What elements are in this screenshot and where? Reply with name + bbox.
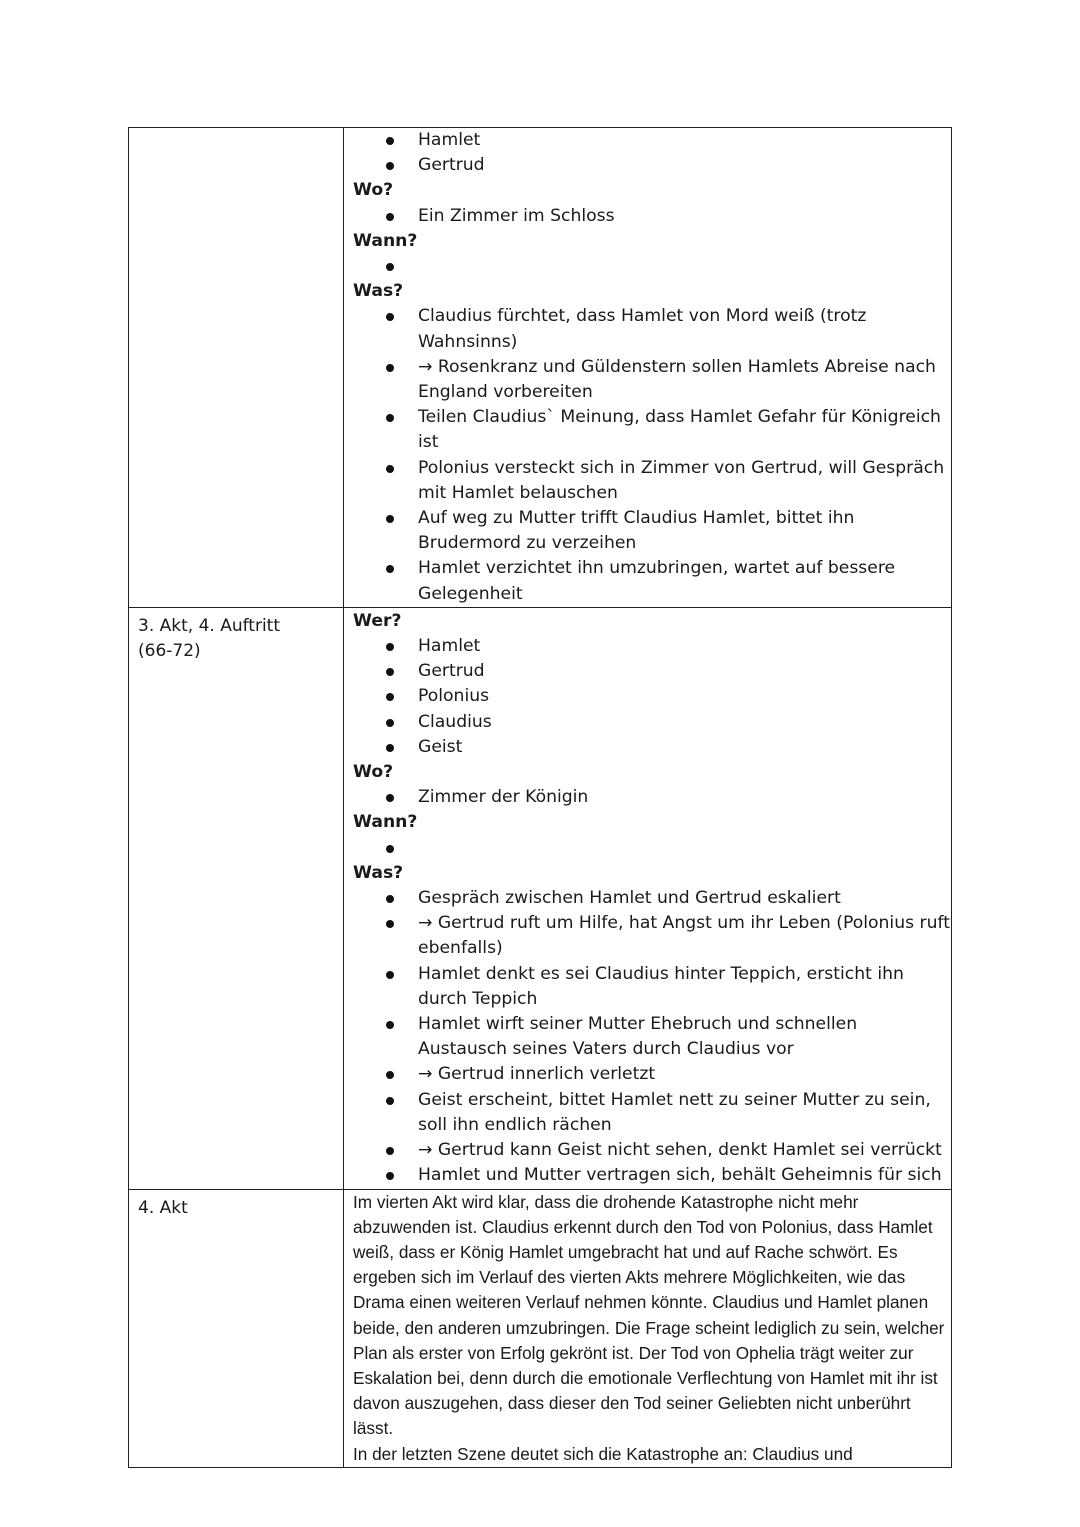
list-item: Gertrud	[353, 659, 951, 684]
summary-table	[128, 127, 952, 1468]
list-item: Claudius fürchtet, dass Hamlet von Mord weiß (trotz Wahnsinns)	[353, 304, 951, 354]
list-item: Polonius	[353, 684, 951, 709]
list-item: Hamlet	[353, 128, 951, 153]
summary-paragraph: Im vierten Akt wird klar, dass die drohende Katastrophe nicht mehr abzuwenden ist. Claudius erkennt durch den Tod von Polonius, dass Hamlet weiß, dass er König Hamlet umgebracht hat und auf Rache schwört. Es ergeben sich im Verlauf des vierten Akts mehrere Möglichkeiten, wie das Drama einen weiteren Verlauf nehmen könnte. Claudius und Hamlet planen beide, den anderen umzubringen. Die Frage scheint lediglich zu sein, welcher Plan als erster von Erfolg gekrönt ist. Der Tod von Ophelia trägt weiter zur Eskalation bei, denn durch die emotionale Verflechtung von Hamlet mit ihr ist davon auszugehen, dass dieser den Tod seiner Geliebten nicht unberührt lässt.	[353, 1191, 945, 1439]
list-item: → Gertrud kann Geist nicht sehen, denkt Hamlet sei verrückt	[353, 1138, 951, 1163]
row-label-cell	[129, 607, 344, 1189]
table-row	[129, 607, 952, 1189]
wo-list	[353, 785, 951, 810]
list-item: Geist	[353, 735, 951, 760]
list-item: Gertrud	[353, 153, 951, 178]
page-range-label: (66-72)	[138, 640, 201, 661]
summary-paragraph-continued: In der letzten Szene deutet sich die Katastrophe an: Claudius und	[353, 1443, 853, 1464]
row-content-cell	[344, 128, 952, 608]
wer-heading: Wer?	[353, 610, 402, 631]
list-item: → Gertrud ruft um Hilfe, hat Angst um ihr Leben (Polonius ruft ebenfalls)	[353, 911, 951, 961]
wer-list	[353, 128, 951, 178]
list-item: → Rosenkranz und Güldenstern sollen Hamlets Abreise nach England vorbereiten	[353, 355, 951, 405]
row-content-cell	[344, 607, 952, 1189]
table-row	[129, 1189, 952, 1467]
was-list	[353, 304, 951, 606]
list-item: Claudius	[353, 710, 951, 735]
list-item: Gespräch zwischen Hamlet und Gertrud eskaliert	[353, 886, 951, 911]
list-item: Hamlet	[353, 634, 951, 659]
list-item: Geist erscheint, bittet Hamlet nett zu seiner Mutter zu sein, soll ihn endlich rächen	[353, 1088, 951, 1138]
list-item: Teilen Claudius` Meinung, dass Hamlet Gefahr für Königreich ist	[353, 405, 951, 455]
was-list	[353, 886, 951, 1188]
wo-heading: Wo?	[353, 180, 394, 201]
was-heading: Was?	[353, 281, 404, 302]
row-content-cell	[344, 1189, 952, 1467]
list-item: Hamlet denkt es sei Claudius hinter Teppich, ersticht ihn durch Teppich	[353, 962, 951, 1012]
list-item: Hamlet wirft seiner Mutter Ehebruch und schnellen Austausch seines Vaters durch Claudius vor	[353, 1012, 951, 1062]
list-item: Hamlet verzichtet ihn umzubringen, wartet auf bessere Gelegenheit	[353, 556, 951, 606]
table-row	[129, 128, 952, 608]
list-item: Zimmer der Königin	[353, 785, 951, 810]
wo-list	[353, 204, 951, 229]
scene-label: 3. Akt, 4. Auftritt	[138, 615, 280, 636]
wann-heading: Wann?	[353, 230, 418, 251]
act-label: 4. Akt	[138, 1197, 188, 1218]
row-label-cell	[129, 1189, 344, 1467]
list-item: Auf weg zu Mutter trifft Claudius Hamlet, bittet ihn Brudermord zu verzeihen	[353, 506, 951, 556]
list-item: Hamlet und Mutter vertragen sich, behält Geheimnis für sich	[353, 1163, 951, 1188]
wann-list	[353, 836, 951, 861]
wo-heading: Wo?	[353, 762, 394, 783]
was-heading: Was?	[353, 862, 404, 883]
wann-heading: Wann?	[353, 812, 418, 833]
list-item: → Gertrud innerlich verletzt	[353, 1062, 951, 1087]
wann-list	[353, 254, 951, 279]
wer-list	[353, 634, 951, 760]
list-item	[353, 254, 951, 279]
list-item: Ein Zimmer im Schloss	[353, 204, 951, 229]
list-item	[353, 836, 951, 861]
row-label-cell	[129, 128, 344, 608]
list-item: Polonius versteckt sich in Zimmer von Gertrud, will Gespräch mit Hamlet belauschen	[353, 456, 951, 506]
